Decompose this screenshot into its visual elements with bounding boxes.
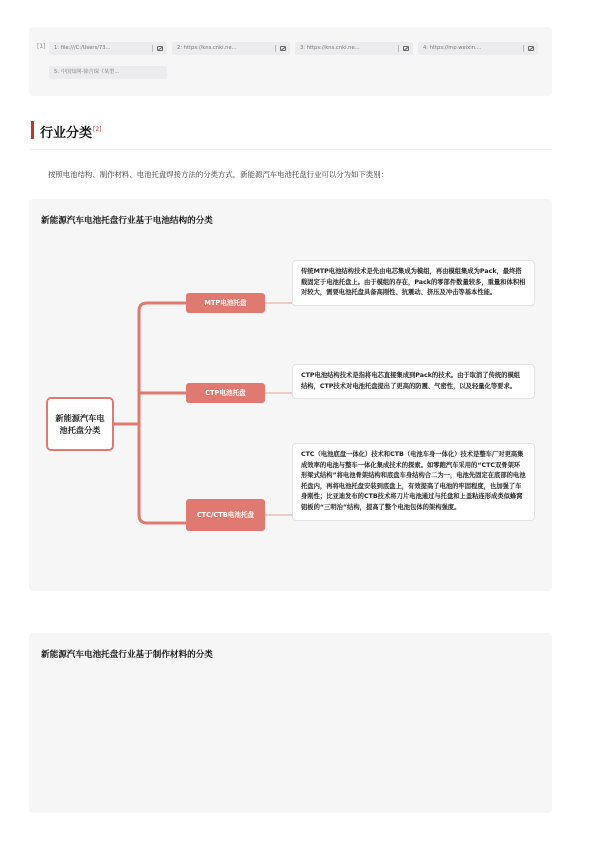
reference-chip-5[interactable] [49, 66, 167, 79]
leaf-ctp-description: CTP电池结构技术是指将电芯直接集成到Pack的技术。由于取消了传统的模组结构，CTP技术对电池托盘提出了更高的防震、气密性，以及轻量化等要求。 [292, 364, 535, 399]
divider [29, 149, 552, 150]
branch-ctp: CTP电池托盘 [186, 383, 265, 403]
reference-list [29, 27, 552, 96]
leaf-ctc-ctb-description: CTC（电池底盘一体化）技术和CTB（电池车身一体化）技术是整车厂对更高集成效率的电池与整车一体化集成技术的探索。如零跑汽车采用的“CTC双骨架环形梁式结构”将电池骨架结构和底盘车身结构合二为一，电池先固定在底部的电池托盘内，再将电池托盘安装到底盘上，有效提高了电池的牢固程度，也加强了车身刚性；比亚迪发布的CTB技术将刀片电池通过与托盘和上盖粘连形成类似蜂窝铝板的“三明治”结构，提高了整个电池包体的架构强度。 [292, 443, 535, 521]
intro-paragraph: 按照电池结构、制作材料、电池托盘焊接方法的分类方式，新能源汽车电池托盘行业可以分为如下类别： [48, 170, 388, 179]
chip-divider [398, 45, 399, 52]
reference-chip-2[interactable] [172, 42, 290, 55]
battery-structure-card [29, 199, 552, 591]
branch-mtp: MTP电池托盘 [186, 293, 265, 313]
section-title-text: 行业分类 [40, 126, 93, 141]
chip-divider [152, 45, 153, 52]
leaf-mtp-description: 传统MTP电池结构技术是先由电芯集成为模组，再由模组集成为Pack，最终搭载固定于电池托盘上。由于模组的存在，Pack的零部件数量较多，重量和体积相对较大，需要电池托盘具备高刚性、抗震动、挤压及冲击等基本性能。 [292, 260, 535, 306]
chip-divider [275, 45, 276, 52]
section-title [31, 121, 102, 139]
link-off-icon[interactable] [280, 46, 286, 51]
reference-link-2[interactable]: 2: https://kns.cnki.ne... [177, 45, 237, 51]
branch-ctc-ctb: CTC/CTB电池托盘 [186, 499, 265, 531]
reference-index: [1] [37, 43, 46, 50]
mindmap-root: 新能源汽车电池托盘分类 [46, 397, 114, 451]
reference-link-4[interactable]: 4: https://mp.weixin.... [423, 45, 482, 51]
connector-root-mtp [114, 303, 186, 424]
reference-link-5[interactable]: 5: 中国知网-徐吉琛《某型... [54, 69, 120, 75]
connector-root-ctp [114, 393, 186, 424]
link-off-icon[interactable] [528, 46, 534, 51]
reference-chip-1[interactable] [49, 42, 167, 55]
citation-link[interactable]: [2] [93, 126, 102, 133]
card-title: 新能源汽车电池托盘行业基于电池结构的分类 [41, 216, 213, 226]
chip-divider [523, 45, 524, 52]
material-card [29, 633, 552, 813]
card-title: 新能源汽车电池托盘行业基于制作材料的分类 [41, 650, 213, 660]
link-off-icon[interactable] [403, 46, 409, 51]
reference-chip-3[interactable] [295, 42, 413, 55]
reference-chip-4[interactable] [418, 42, 538, 55]
connector-root-ctc [114, 424, 186, 523]
link-off-icon[interactable] [157, 46, 163, 51]
reference-link-1[interactable]: 1: file:///C:/Users/73... [54, 45, 111, 51]
reference-link-3[interactable]: 3: https://kns.cnki.ne... [300, 45, 360, 51]
